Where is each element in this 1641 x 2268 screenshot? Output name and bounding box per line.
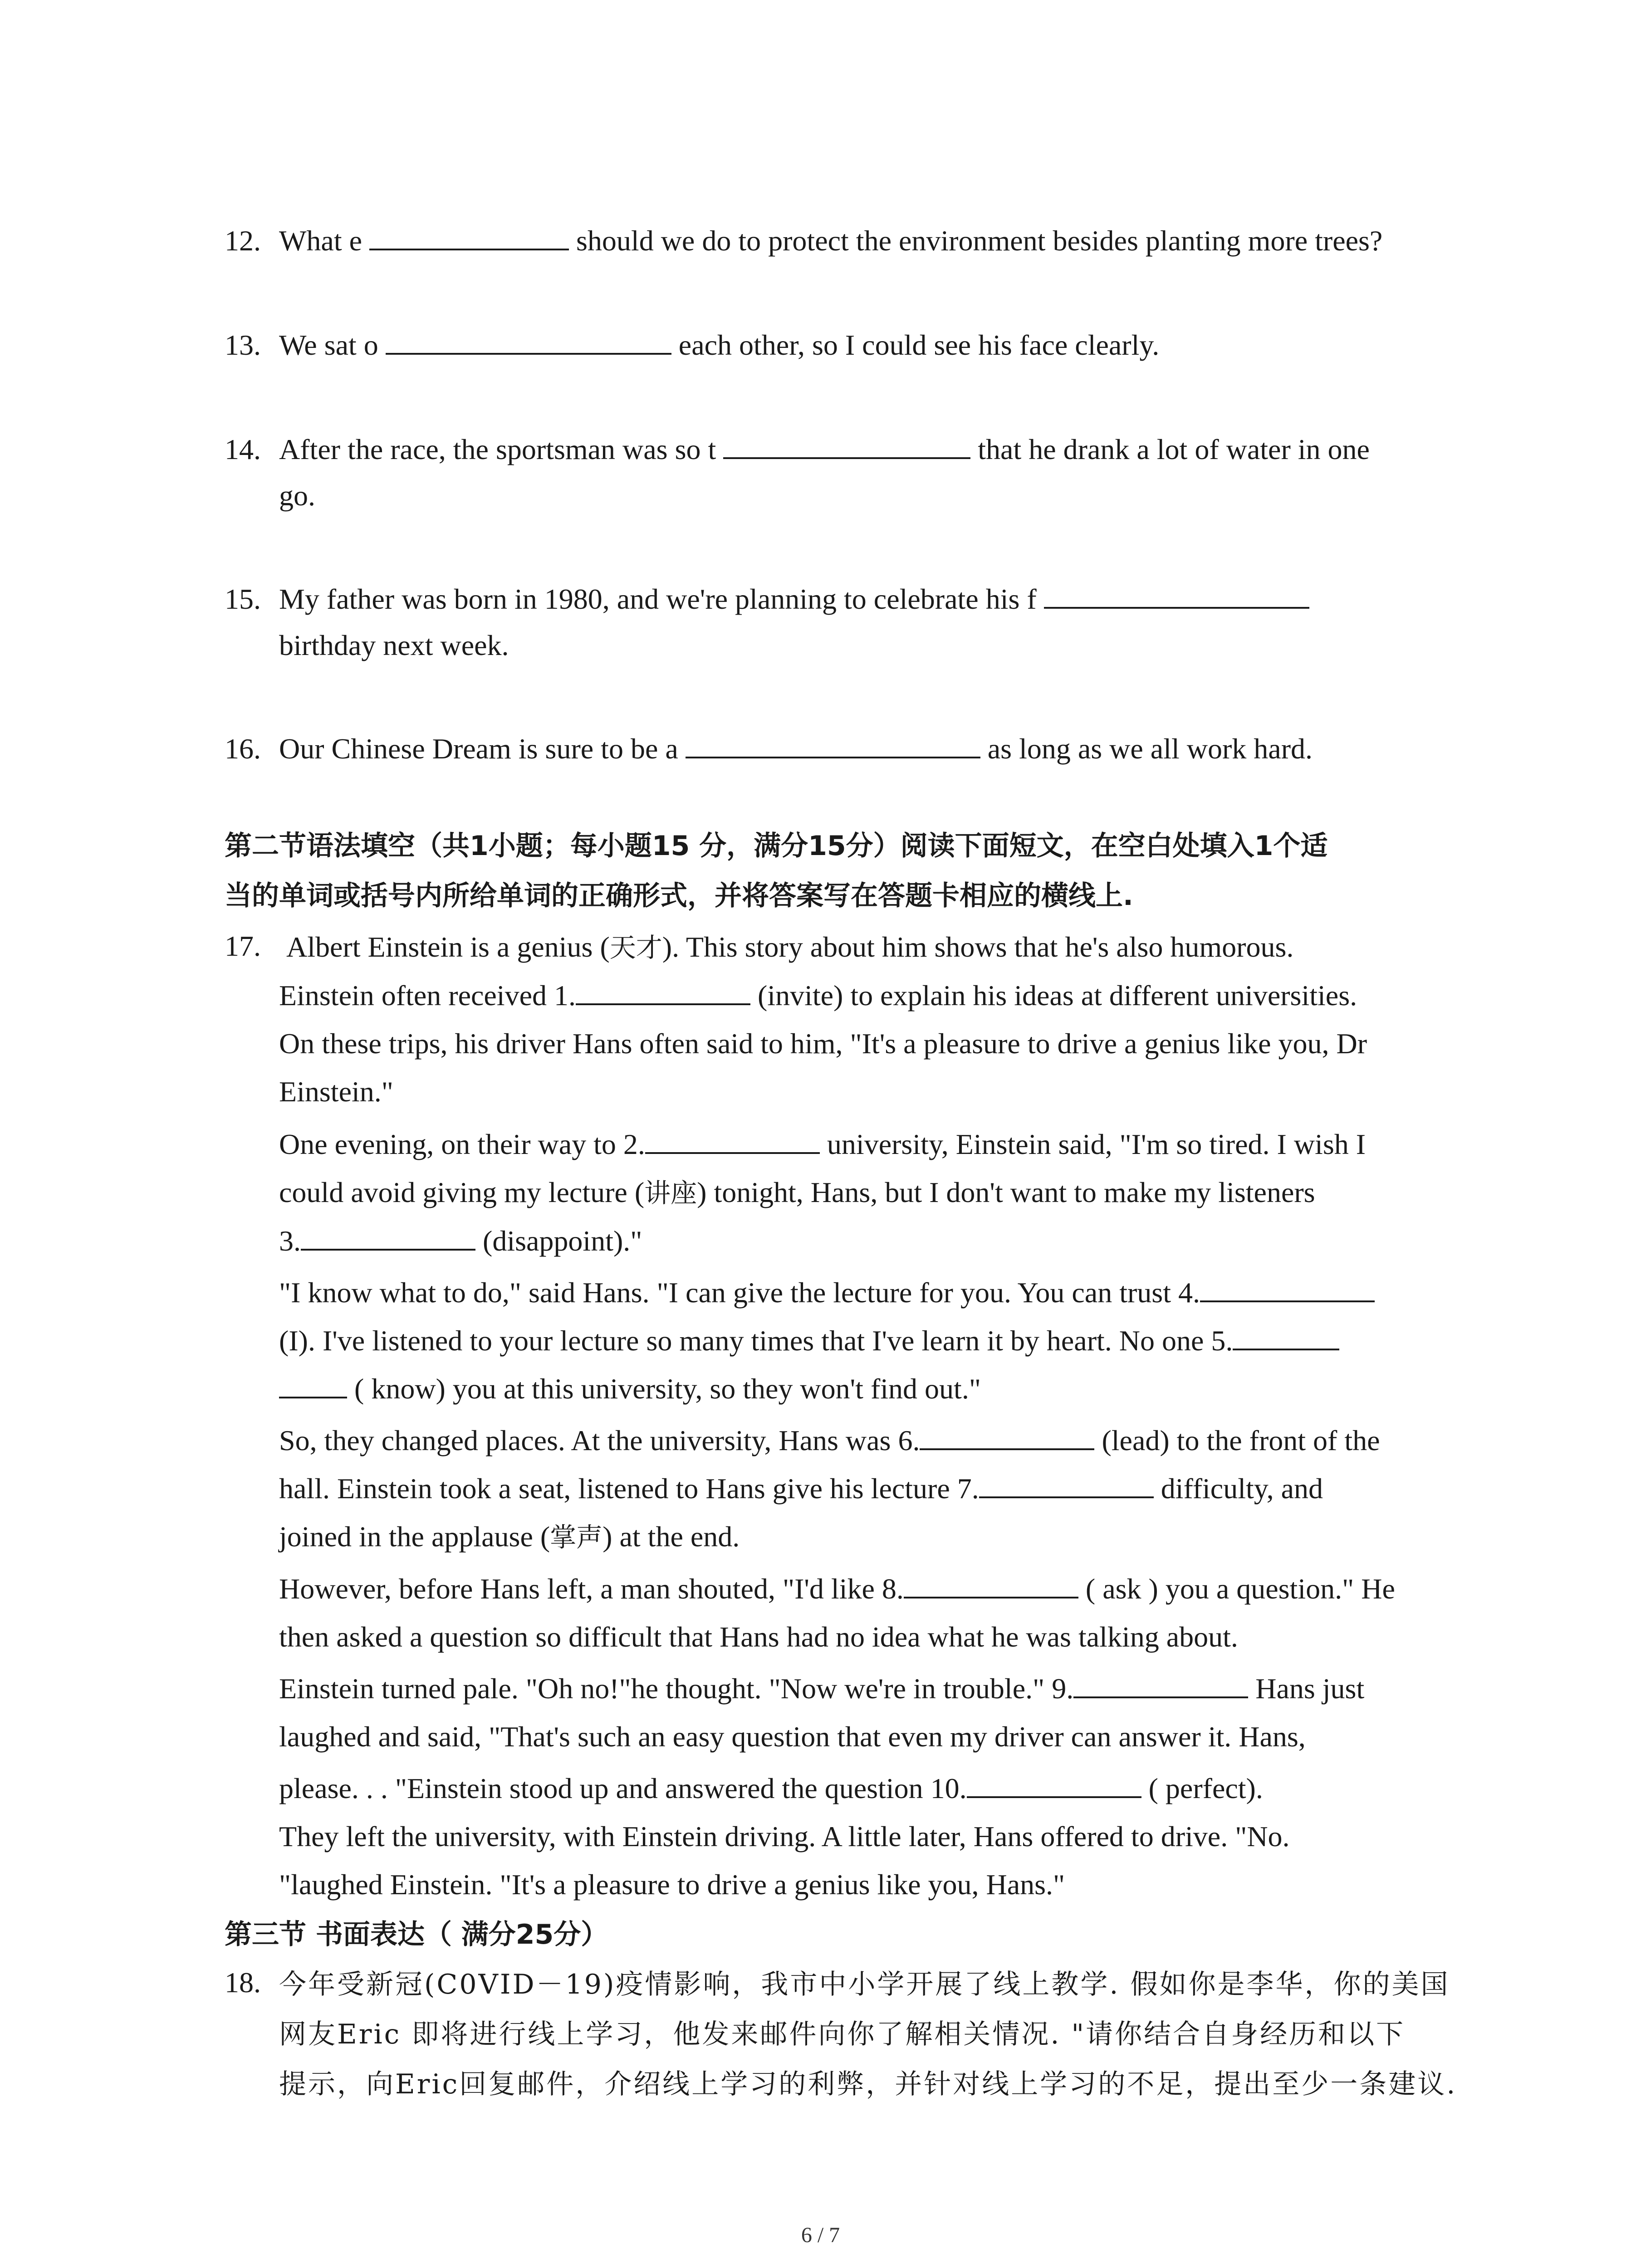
passage-text: 3. (279, 1225, 301, 1257)
question-text: What e (279, 225, 362, 257)
question-text: as long as we all work hard. (987, 733, 1313, 765)
passage-text: However, before Hans left, a man shouted, "I'd like 8. (279, 1573, 904, 1605)
answer-blank-2[interactable] (645, 1124, 820, 1154)
answer-blank[interactable] (386, 325, 671, 355)
question-13 (225, 322, 1459, 368)
answer-blank-1[interactable] (576, 975, 750, 1005)
passage-text: difficulty, and (1153, 1472, 1323, 1505)
question-number: 17. (225, 930, 261, 962)
passage-text: On these trips, his driver Hans often said to him, "It's a pleasure to drive a genius like you, Dr (279, 1027, 1367, 1060)
answer-blank-4[interactable] (1200, 1272, 1375, 1302)
question-text: My father was born in 1980, and we're planning to celebrate his f (279, 583, 1037, 615)
passage-text: then asked a question so difficult that Hans had no idea what he was talking about. (279, 1621, 1238, 1653)
answer-blank-9[interactable] (1073, 1668, 1248, 1698)
passage-text: joined in the applause ( (279, 1520, 550, 1553)
question-16 (225, 726, 1459, 772)
passage-text: laughed and said, "That's such an easy question that even my driver can answer it. Hans, (279, 1721, 1306, 1753)
passage-text: (invite) to explain his ideas at different universities. (750, 979, 1357, 1012)
section-3-heading (225, 1910, 1459, 1960)
question-number: 16. (225, 733, 261, 765)
passage-text: Einstein often received 1. (279, 979, 576, 1012)
question-text: birthday next week. (279, 629, 509, 661)
passage-text: could avoid giving my lecture ( (279, 1176, 645, 1208)
section-heading-line: 当的单词或括号内所给单词的正确形式，并将答案写在答题卡相应的横线上. (225, 880, 1133, 912)
passage-text: Albert Einstein is a genius ( (286, 931, 610, 963)
passage-text: One evening, on their way to 2. (279, 1128, 645, 1160)
passage-text: (I). I've listened to your lecture so many times that I've learn it by heart. No one 5. (279, 1325, 1233, 1357)
answer-blank-5[interactable] (1233, 1320, 1339, 1350)
answer-blank[interactable] (369, 220, 569, 250)
question-text: should we do to protect the environment besides planting more trees? (576, 225, 1383, 257)
prompt-text: 今年受新冠(C0VID－19)疫情影响，我市中小学开展了线上教学. 假如你是李华，你的美国 (279, 1969, 1450, 2000)
passage-text: (disappoint)." (475, 1225, 642, 1257)
passage-text: "I know what to do," said Hans. "I can give the lecture for you. You can trust 4. (279, 1276, 1200, 1309)
question-17 (225, 923, 1459, 1909)
answer-blank[interactable] (723, 429, 970, 459)
question-15 (225, 576, 1459, 669)
passage-text: please. . . "Einstein stood up and answered the question 10. (279, 1772, 967, 1804)
passage-gloss: 讲座 (644, 1178, 697, 1208)
answer-blank-8[interactable] (904, 1569, 1078, 1598)
question-text: that he drank a lot of water in one (978, 433, 1370, 465)
question-number: 15. (225, 583, 261, 615)
prompt-text: 网友Eric 即将进行线上学习，他发来邮件向你了解相关情况. "请你结合自身经历和以下 (279, 2019, 1406, 2050)
passage-text: Einstein." (279, 1075, 393, 1108)
question-text: Our Chinese Dream is sure to be a (279, 733, 678, 765)
passage-text: Hans just (1248, 1672, 1365, 1705)
passage-text: So, they changed places. At the university, Hans was 6. (279, 1424, 920, 1457)
passage-text: ) tonight, Hans, but I don't want to make my listeners (697, 1176, 1315, 1208)
question-number: 12. (225, 225, 261, 257)
passage-text: (lead) to the front of the (1094, 1424, 1380, 1457)
passage-text: Einstein turned pale. "Oh no!"he thought. "Now we're in trouble." 9. (279, 1672, 1074, 1705)
section-heading-line: 第三节 书面表达（ 满分25分） (225, 1919, 608, 1950)
question-number: 13. (225, 329, 261, 361)
answer-blank-6[interactable] (920, 1420, 1094, 1450)
question-14 (225, 426, 1459, 519)
question-text: each other, so I could see his face clearly. (678, 329, 1160, 361)
passage-text: ( know) you at this university, so they won't find out." (347, 1373, 981, 1405)
answer-blank[interactable] (1044, 579, 1309, 609)
question-number: 14. (225, 433, 261, 465)
answer-blank-3[interactable] (301, 1221, 475, 1251)
passage-text: ). This story about him shows that he's also humorous. (662, 931, 1294, 963)
passage-text: ) at the end. (603, 1520, 740, 1553)
answer-blank-7[interactable] (979, 1468, 1154, 1498)
section-2-heading (225, 821, 1459, 921)
page-number: 6 / 7 (801, 2223, 840, 2247)
question-text: go. (279, 479, 315, 512)
passage-text: They left the university, with Einstein driving. A little later, Hans offered to drive. "No. (279, 1820, 1290, 1853)
section-heading-line: 第二节语法填空（共1小题；每小题15 分，满分15分）阅读下面短文，在空白处填入1个适 (225, 830, 1328, 862)
answer-blank-10[interactable] (967, 1768, 1141, 1798)
question-number: 18. (225, 1966, 261, 1999)
prompt-text: 提示，向Eric回复邮件，介绍线上学习的利弊，并针对线上学习的不足，提出至少一条建议. (279, 2068, 1457, 2100)
passage-text: hall. Einstein took a seat, listened to Hans give his lecture 7. (279, 1472, 979, 1505)
answer-blank-5-cont[interactable] (279, 1369, 347, 1398)
question-12 (225, 218, 1459, 264)
passage-text: ( perfect). (1141, 1772, 1263, 1804)
question-text: After the race, the sportsman was so t (279, 433, 716, 465)
question-18 (225, 1960, 1459, 2109)
passage-text: university, Einstein said, "I'm so tired. I wish I (819, 1128, 1366, 1160)
passage-gloss: 掌声 (550, 1522, 603, 1553)
passage-gloss: 天才 (609, 932, 662, 963)
passage-text: "laughed Einstein. "It's a pleasure to drive a genius like you, Hans." (279, 1868, 1065, 1901)
question-text: We sat o (279, 329, 378, 361)
passage-text: ( ask ) you a question." He (1078, 1573, 1395, 1605)
answer-blank[interactable] (686, 728, 980, 758)
